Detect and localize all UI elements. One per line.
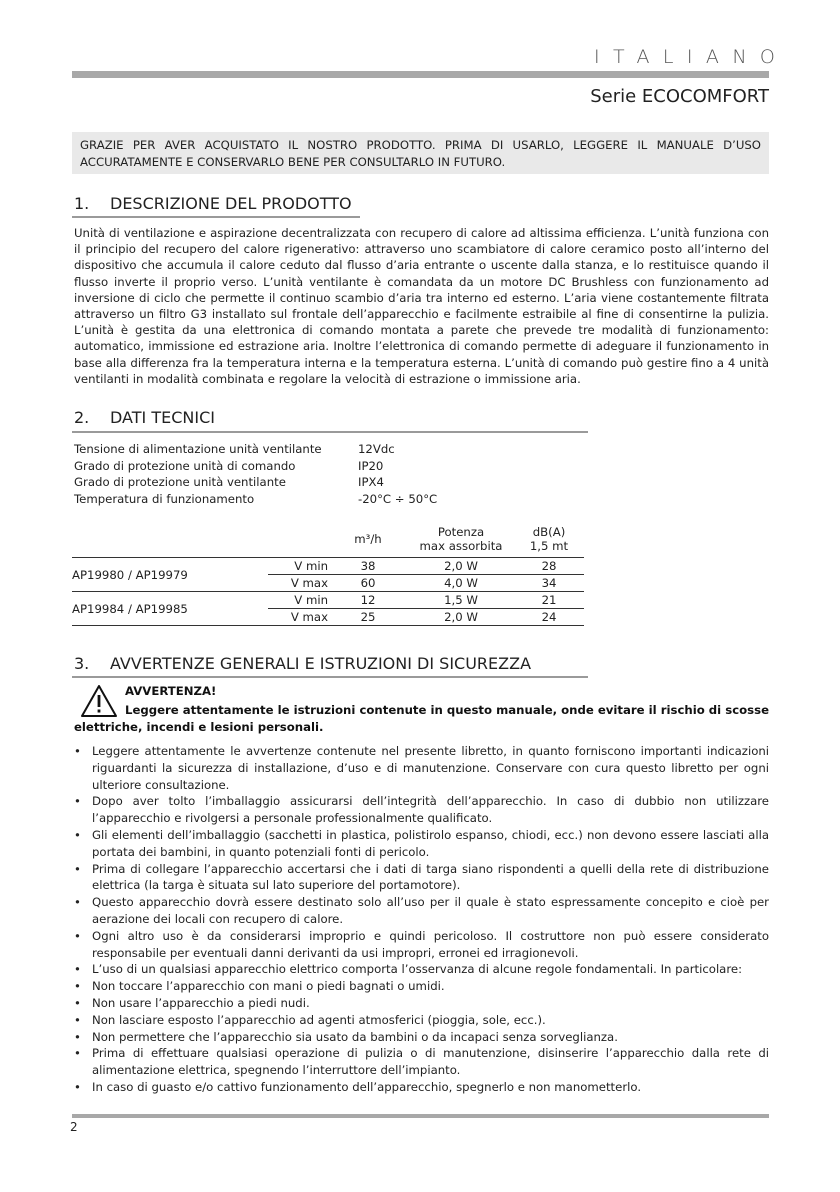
spec-label: Tensione di alimentazione unità ventilante <box>74 442 322 457</box>
list-item: • Questo apparecchio dovrà essere destinato solo all’uso per il quale è stato espressamente concepito e cioè per aerazione dei locali con recupero di calore. <box>74 894 769 928</box>
section-2-heading <box>74 408 215 427</box>
speed-cell: V max <box>268 609 328 626</box>
flow-cell: 12 <box>328 592 408 609</box>
col-power-line1: Potenza <box>437 525 485 539</box>
spec-label: Temperatura di funzionamento <box>74 491 255 506</box>
model-name: AP19984 / AP19985 <box>72 592 268 626</box>
section-1-title: DESCRIZIONE DEL PRODOTTO <box>110 194 352 213</box>
header-rule <box>72 71 769 78</box>
spec-value: IP20 <box>358 458 384 473</box>
warning-title: AVVERTENZA! <box>125 684 217 698</box>
spec-row <box>74 474 437 491</box>
footer-rule <box>72 1114 769 1118</box>
section-3-heading <box>74 654 531 673</box>
power-cell: 1,5 W <box>408 592 514 609</box>
list-item: • Non permettere che l’apparecchio sia usato da bambini o da incapaci senza sorveglianza. <box>74 1029 769 1046</box>
performance-table <box>72 521 584 626</box>
db-cell: 24 <box>514 609 584 626</box>
list-item: • L’uso di un qualsiasi apparecchio elettrico comporta l’osservanza di alcune regole fondamentali. In particolare: <box>74 961 769 978</box>
section-1-number: 1. <box>74 194 90 213</box>
section-2-rule <box>72 431 588 433</box>
section-3-number: 3. <box>74 654 90 673</box>
series-title: Serie ECOCOMFORT <box>590 86 769 107</box>
speed-cell: V min <box>268 558 328 575</box>
table-row <box>72 592 584 609</box>
warning-text: Leggere attentamente le istruzioni contenute in questo manuale, onde evitare il rischio di scosse elettriche, incendi e lesioni personali. <box>74 703 770 734</box>
flow-cell: 25 <box>328 609 408 626</box>
spec-label: Grado di protezione unità di comando <box>74 458 296 473</box>
list-item: • Prima di collegare l’apparecchio accertarsi che i dati di targa siano rispondenti a quelli della rete di distribuzione elettrica (la targa è situata sul lato superiore del portamotore). <box>74 861 769 895</box>
power-cell: 2,0 W <box>408 609 514 626</box>
db-cell: 34 <box>514 575 584 592</box>
model-name: AP19980 / AP19979 <box>72 558 268 592</box>
section-2-number: 2. <box>74 408 90 427</box>
section-1-heading <box>74 194 352 213</box>
section-2-title: DATI TECNICI <box>110 408 215 427</box>
specs-table <box>74 441 437 507</box>
list-item: • Non lasciare esposto l’apparecchio ad agenti atmosferici (pioggia, sole, ecc.). <box>74 1012 769 1029</box>
col-power-header <box>408 521 514 558</box>
list-item: • Gli elementi dell’imballaggio (sacchetti in plastica, polistirolo espanso, chiodi, ecc.) non devono essere lasciati alla portata dei bambini, in quanto potenziali fonti di pericolo. <box>74 827 769 861</box>
section-3-rule <box>72 676 588 678</box>
list-item: • Leggere attentamente le avvertenze contenute nel presente libretto, in quanto forniscono importanti indicazioni riguardanti la sicurezza di installazione, d’uso e di manutenzione. Conservare con cura questo libretto per ogni ulteriore consultazione. <box>74 743 769 793</box>
list-item: • Dopo aver tolto l’imballaggio assicurarsi dell’integrità dell’apparecchio. In caso di dubbio non utilizzare l’apparecchio e rivolgersi a personale professionalmente qualificato. <box>74 793 769 827</box>
list-item: • Ogni altro uso è da considerarsi improprio e quindi pericoloso. Il costruttore non può essere considerato responsabile per eventuali danni derivanti da usi impropri, erronei ed irragionevoli. <box>74 928 769 962</box>
flow-cell: 38 <box>328 558 408 575</box>
spec-row <box>74 458 437 475</box>
speed-cell: V max <box>268 575 328 592</box>
db-cell: 21 <box>514 592 584 609</box>
list-item: • Non usare l’apparecchio a piedi nudi. <box>74 995 769 1012</box>
spec-row <box>74 441 437 458</box>
col-flow-header: m³/h <box>328 521 408 558</box>
spec-value: -20°C ÷ 50°C <box>358 491 438 506</box>
intro-notice: GRAZIE PER AVER ACQUISTATO IL NOSTRO PRODOTTO. PRIMA DI USARLO, LEGGERE IL MANUALE D’USO ACCURATAMENTE E CONSERVARLO BENE PER CONSULTARLO IN FUTURO. <box>72 132 769 174</box>
power-cell: 4,0 W <box>408 575 514 592</box>
spec-row <box>74 491 437 508</box>
list-item: • Prima di effettuare qualsiasi operazione di pulizia o di manutenzione, disinserire l’apparecchio dalla rete di alimentazione elettrica, spegnendo l’interruttore dell’impianto. <box>74 1045 769 1079</box>
speed-cell: V min <box>268 592 328 609</box>
col-db-line1: dB(A) <box>532 525 566 539</box>
spec-value: IPX4 <box>358 475 384 490</box>
table-row <box>72 558 584 575</box>
language-label: ITALIANO <box>594 46 789 68</box>
performance-header-row <box>72 521 584 558</box>
safety-list <box>74 743 769 1096</box>
db-cell: 28 <box>514 558 584 575</box>
col-power-line2: max assorbita <box>419 539 503 553</box>
section-1-rule <box>72 216 360 218</box>
spec-value: 12Vdc <box>358 442 395 457</box>
section-1-text: Unità di ventilazione e aspirazione decentralizzata con recupero di calore ad altissima efficienza. L’unità funziona con il principio del recupero del calore rigenerativo: attraverso uno scambiatore di calore ceramico posto all’interno del dispositivo che accumula il calore ceduto dal flusso d’aria entrante o uscente dalla stanza, e lo restituisce quando il flusso inverte il proprio verso. L’unità ventilante è comandata da un motore DC Brushless con funzionamento ad inversione di ciclo che permette il continuo scambio d’aria tra interno ed esterno. L’aria viene costantemente filtrata attraverso un filtro G3 installato sul frontale dell’apparecchio e facilmente estraibile al fine di consentirne la pulizia. L’unità è gestita da una elettronica di comando montata a parete che prevede tre modalità di funzionamento: automatico, immissione ed estrazione aria. Inoltre l’elettronica di comando permette di adeguare il funzionamento in base alla differenza fra la temperatura interna e la temperatura esterna. L’unità di comando può gestire fino a 4 unità ventilanti in modalità combinata e regolare la velocità di estrazione o immissione aria. <box>74 226 769 386</box>
section-3-title: AVVERTENZE GENERALI E ISTRUZIONI DI SICUREZZA <box>110 654 532 673</box>
col-db-line2: 1,5 mt <box>529 539 569 553</box>
spec-label: Grado di protezione unità ventilante <box>74 475 286 490</box>
power-cell: 2,0 W <box>408 558 514 575</box>
flow-cell: 60 <box>328 575 408 592</box>
list-item: • In caso di guasto e/o cattivo funzionamento dell’apparecchio, spegnerlo e non manometterlo. <box>74 1079 769 1096</box>
list-item: • Non toccare l’apparecchio con mani o piedi bagnati o umidi. <box>74 978 769 995</box>
col-db-header <box>514 521 584 558</box>
page-number: 2 <box>70 1120 78 1134</box>
